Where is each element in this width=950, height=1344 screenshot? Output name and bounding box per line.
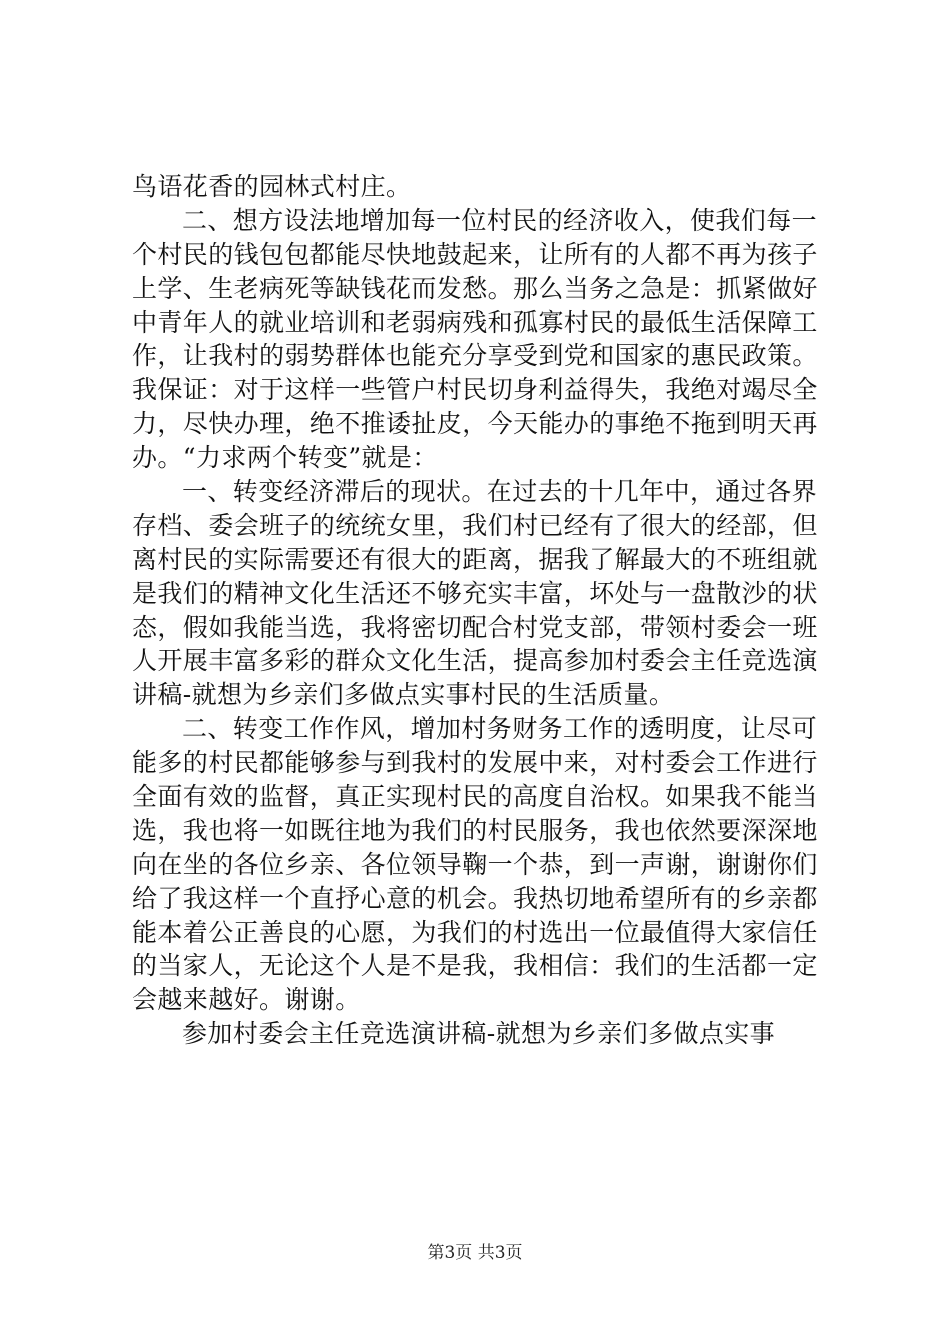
text-line: 存档、委会班子的统统女里，我们村已经有了很大的经部，但 — [132, 510, 818, 540]
paragraph-line: 二、想方设法地增加每一位村民的经济收入，使我们每一 — [182, 205, 818, 235]
text-line: 全面有效的监督，真正实现村民的高度自治权。如果我不能当 — [132, 782, 818, 812]
text-line: 态，假如我能当选，我将密切配合村党支部，带领村委会一班 — [132, 612, 818, 642]
paragraph-line: 一、转变经济滞后的现状。在过去的十几年中，通过各界 — [182, 477, 818, 507]
closing-title-line: 参加村委会主任竞选演讲稿-就想为乡亲们多做点实事 — [182, 1019, 776, 1049]
text-line: 向在坐的各位乡亲、各位领导鞠一个恭，到一声谢，谢谢你们 — [132, 849, 818, 879]
text-line: 能本着公正善良的心愿，为我们的村选出一位最值得大家信任 — [132, 917, 818, 947]
text-line: 人开展丰富多彩的群众文化生活，提高参加村委会主任竞选演 — [132, 646, 818, 676]
text-line: 给了我这样一个直抒心意的机会。我热切地希望所有的乡亲都 — [132, 883, 818, 913]
text-line: 会越来越好。谢谢。 — [132, 985, 361, 1015]
text-line: 的当家人，无论这个人是不是我，我相信：我们的生活都一定 — [132, 951, 818, 981]
text-line: 离村民的实际需要还有很大的距离，据我了解最大的不班组就 — [132, 544, 818, 574]
document-body — [132, 170, 832, 1051]
paragraph-line: 二、转变工作作风，增加村务财务工作的透明度，让尽可 — [182, 714, 818, 744]
text-line: 个村民的钱包包都能尽快地鼓起来，让所有的人都不再为孩子 — [132, 239, 818, 269]
page-number-footer: 第3页 共3页 — [427, 1243, 523, 1263]
text-line: 上学、生老病死等缺钱花而发愁。那么当务之急是：抓紧做好 — [132, 273, 818, 303]
text-line: 作，让我村的弱势群体也能充分享受到党和国家的惠民政策。 — [132, 341, 818, 371]
text-line: 是我们的精神文化生活还不够充实丰富，坏处与一盘散沙的状 — [132, 578, 818, 608]
text-line: 能多的村民都能够参与到我村的发展中来，对村委会工作进行 — [132, 748, 818, 778]
text-line: 力，尽快办理，绝不推诿扯皮，今天能办的事绝不拖到明天再 — [132, 409, 818, 439]
text-line: 我保证：对于这样一些管户村民切身利益得失，我绝对竭尽全 — [132, 375, 818, 405]
text-line: 鸟语花香的园林式村庄。 — [132, 172, 412, 201]
text-line: 选，我也将一如既往地为我们的村民服务，我也依然要深深地 — [132, 815, 818, 845]
text-line: 讲稿-就想为乡亲们多做点实事村民的生活质量。 — [132, 680, 675, 710]
text-line: 中青年人的就业培训和老弱病残和孤寡村民的最低生活保障工 — [132, 307, 818, 337]
text-line: 办。“力求两个转变”就是： — [132, 443, 438, 473]
